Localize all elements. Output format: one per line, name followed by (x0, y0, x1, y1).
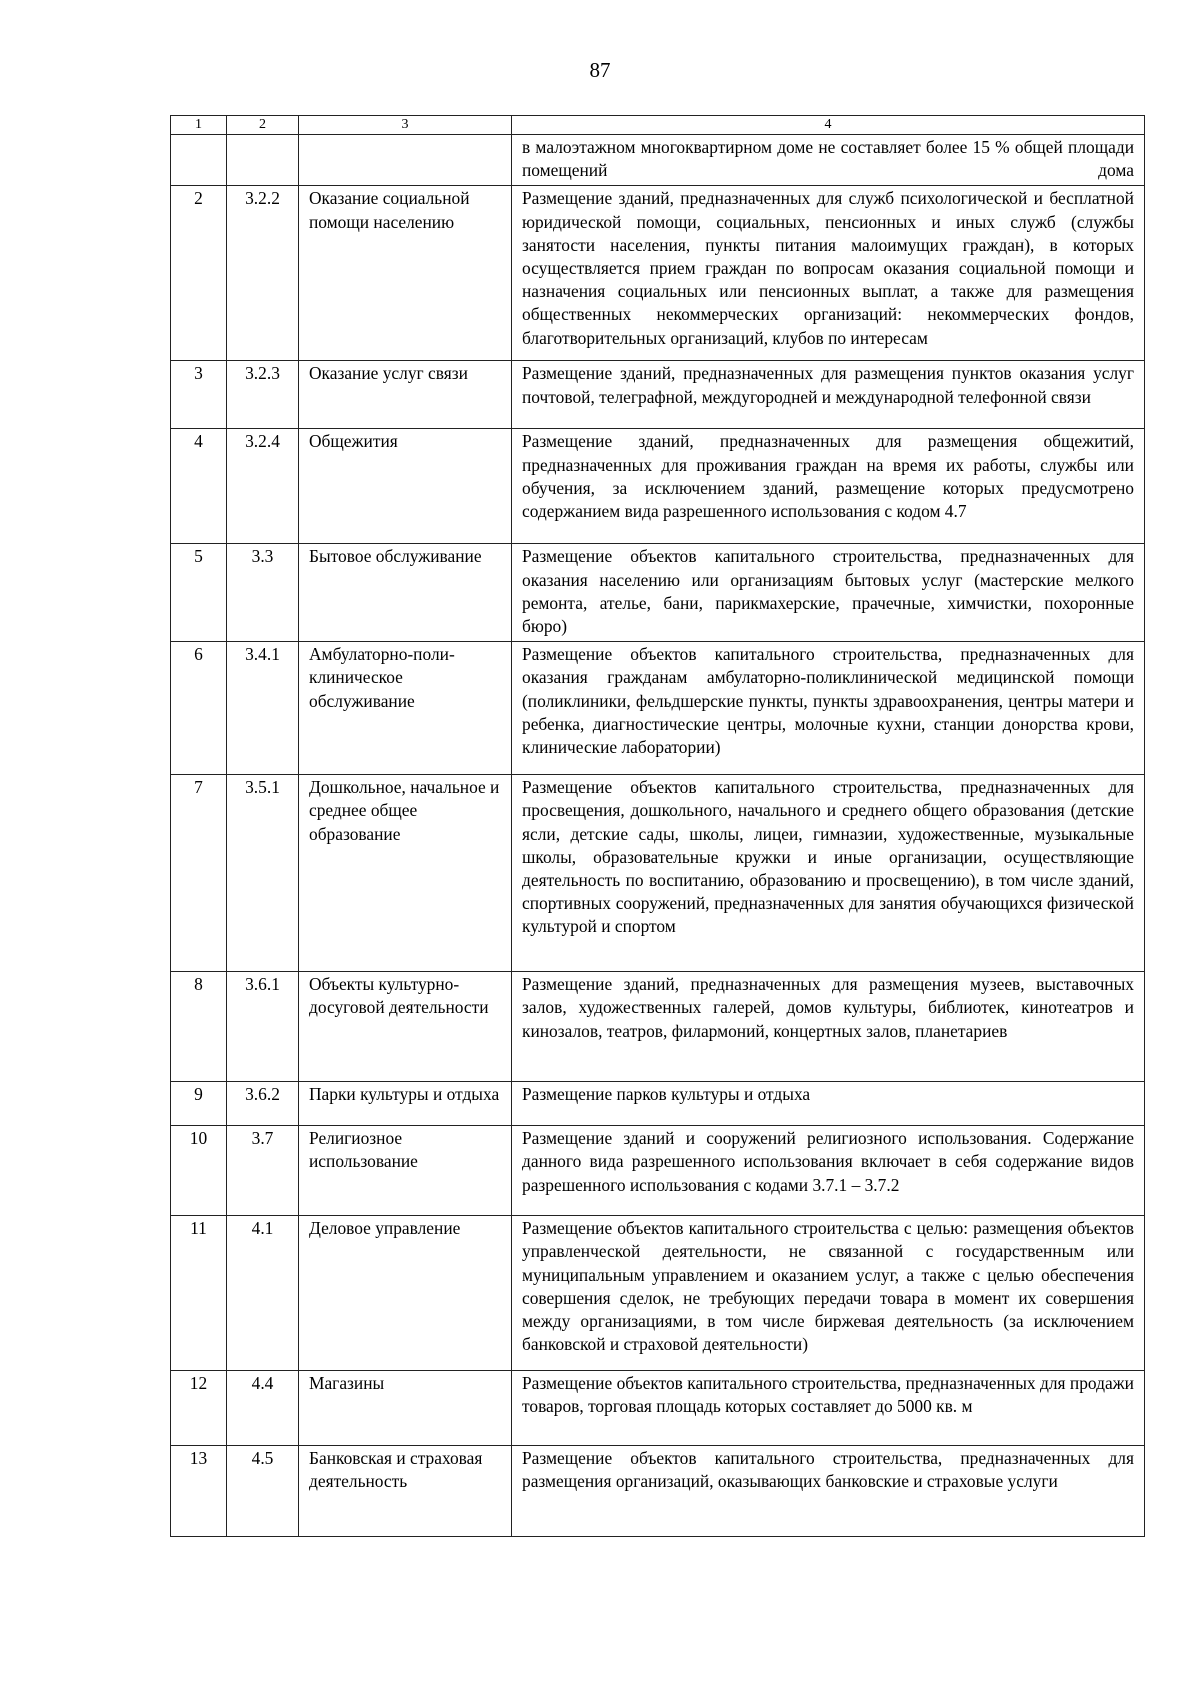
code-cell: 3.2.2 (227, 186, 299, 361)
row-number-cell: 12 (171, 1371, 227, 1446)
row-number-cell: 13 (171, 1446, 227, 1537)
code-cell: 3.7 (227, 1126, 299, 1216)
name-cell: Объекты культурно-досуговой деятельности (299, 972, 512, 1082)
row-number-cell: 5 (171, 544, 227, 642)
table-row (171, 972, 1145, 1082)
name-cell: Оказание услуг связи (299, 361, 512, 429)
row-number-cell: 9 (171, 1082, 227, 1126)
description-cell: Размещение объектов капитального строительства, предназначенных для оказания гражданам амбулаторно-поликлинической медицинской помощи (поликлиники, фельдшерские пункты, пункты здравоохранения, центры матери и ребенка, диагностические центры, молочные кухни, станции донорства крови, клинические лаборатории) (512, 642, 1145, 775)
description-cell: Размещение зданий, предназначенных для служб психологической и бесплатной юридической помощи, социальных, пенсионных и иных служб (службы занятости населения, пункты питания малоимущих граждан), в которых осуществляется прием граждан по вопросам оказания социальной помощи и назначения социальных или пенсионных выплат, а также для размещения общественных некоммерческих организаций: некоммерческих фондов, благотворительных организаций, клубов по интересам (512, 186, 1145, 361)
table-row (171, 429, 1145, 544)
code-cell: 4.1 (227, 1216, 299, 1371)
table-row (171, 186, 1145, 361)
name-cell (299, 135, 512, 186)
description-cell: Размещение объектов капитального строительства, предназначенных для размещения организаций, оказывающих банковские и страховые услуги (512, 1446, 1145, 1537)
code-cell: 3.2.4 (227, 429, 299, 544)
code-cell: 3.5.1 (227, 775, 299, 972)
header-cell: 1 (171, 116, 227, 135)
name-cell: Деловое управление (299, 1216, 512, 1371)
row-number-cell: 2 (171, 186, 227, 361)
table-header-row (171, 116, 1145, 135)
description-cell: Размещение зданий, предназначенных для размещения пунктов оказания услуг почтовой, телеграфной, междугородней и международной телефонной связи (512, 361, 1145, 429)
table-row (171, 544, 1145, 642)
name-cell: Магазины (299, 1371, 512, 1446)
row-number-cell: 6 (171, 642, 227, 775)
table-row (171, 1371, 1145, 1446)
row-number-cell: 11 (171, 1216, 227, 1371)
row-number-cell: 3 (171, 361, 227, 429)
code-cell: 3.6.1 (227, 972, 299, 1082)
description-cell: Размещение зданий и сооружений религиозного использования. Содержание данного вида разрешенного использования включает в себя содержание видов разрешенного использования с кодами 3.7.1 – 3.7.2 (512, 1126, 1145, 1216)
name-cell: Дошкольное, начальное и среднее общее образование (299, 775, 512, 972)
name-cell: Банковская и страховая деятельность (299, 1446, 512, 1537)
description-cell: в малоэтажном многоквартирном доме не составляет более 15 % общей площади помещений дома (512, 135, 1145, 186)
table-row (171, 135, 1145, 186)
row-number-cell: 4 (171, 429, 227, 544)
code-cell: 3.2.3 (227, 361, 299, 429)
page-number: 87 (589, 58, 611, 82)
table-row (171, 642, 1145, 775)
header-cell: 3 (299, 116, 512, 135)
land-use-table (170, 115, 1145, 1537)
code-cell: 3.4.1 (227, 642, 299, 775)
code-cell: 3.3 (227, 544, 299, 642)
code-cell: 3.6.2 (227, 1082, 299, 1126)
row-number-cell: 10 (171, 1126, 227, 1216)
table-row (171, 1126, 1145, 1216)
row-number-cell: 7 (171, 775, 227, 972)
code-cell: 4.4 (227, 1371, 299, 1446)
header-cell: 4 (512, 116, 1145, 135)
table-row (171, 1216, 1145, 1371)
table-row (171, 1446, 1145, 1537)
name-cell: Бытовое обслуживание (299, 544, 512, 642)
name-cell: Религиозное использование (299, 1126, 512, 1216)
description-cell: Размещение объектов капитального строительства, предназначенных для просвещения, дошкольного, начального и среднего общего образования (детские ясли, детские сады, школы, лицеи, гимназии, художественные, музыкальные школы, образовательные кружки и иные организации, осуществляющие деятельность по воспитанию, образованию и просвещению), в том числе зданий, спортивных сооружений, предназначенных для занятия обучающихся физической культурой и спортом (512, 775, 1145, 972)
table-row (171, 775, 1145, 972)
header-cell: 2 (227, 116, 299, 135)
code-cell: 4.5 (227, 1446, 299, 1537)
row-number-cell (171, 135, 227, 186)
table-row (171, 361, 1145, 429)
description-cell: Размещение объектов капитального строительства с целью: размещения объектов управленческой деятельности, не связанной с государственным или муниципальным управлением и оказанием услуг, а также с целью обеспечения совершения сделок, не требующих передачи товара в момент их совершения между организациями, в том числе биржевая деятельность (за исключением банковской и страховой деятельности) (512, 1216, 1145, 1371)
table-row (171, 1082, 1145, 1126)
name-cell: Амбулаторно-поли-клиническое обслуживание (299, 642, 512, 775)
name-cell: Парки культуры и отдыха (299, 1082, 512, 1126)
name-cell: Общежития (299, 429, 512, 544)
row-number-cell: 8 (171, 972, 227, 1082)
name-cell: Оказание социальной помощи населению (299, 186, 512, 361)
description-cell: Размещение зданий, предназначенных для размещения музеев, выставочных залов, художественных галерей, домов культуры, библиотек, кинотеатров и кинозалов, театров, филармоний, концертных залов, планетариев (512, 972, 1145, 1082)
description-cell: Размещение объектов капитального строительства, предназначенных для продажи товаров, торговая площадь которых составляет до 5000 кв. м (512, 1371, 1145, 1446)
description-cell: Размещение объектов капитального строительства, предназначенных для оказания населению или организациям бытовых услуг (мастерские мелкого ремонта, ателье, бани, парикмахерские, прачечные, химчистки, похоронные бюро) (512, 544, 1145, 642)
code-cell (227, 135, 299, 186)
description-cell: Размещение парков культуры и отдыха (512, 1082, 1145, 1126)
description-cell: Размещение зданий, предназначенных для размещения общежитий, предназначенных для проживания граждан на время их работы, службы или обучения, за исключением зданий, размещение которых предусмотрено содержанием вида разрешенного использования с кодом 4.7 (512, 429, 1145, 544)
